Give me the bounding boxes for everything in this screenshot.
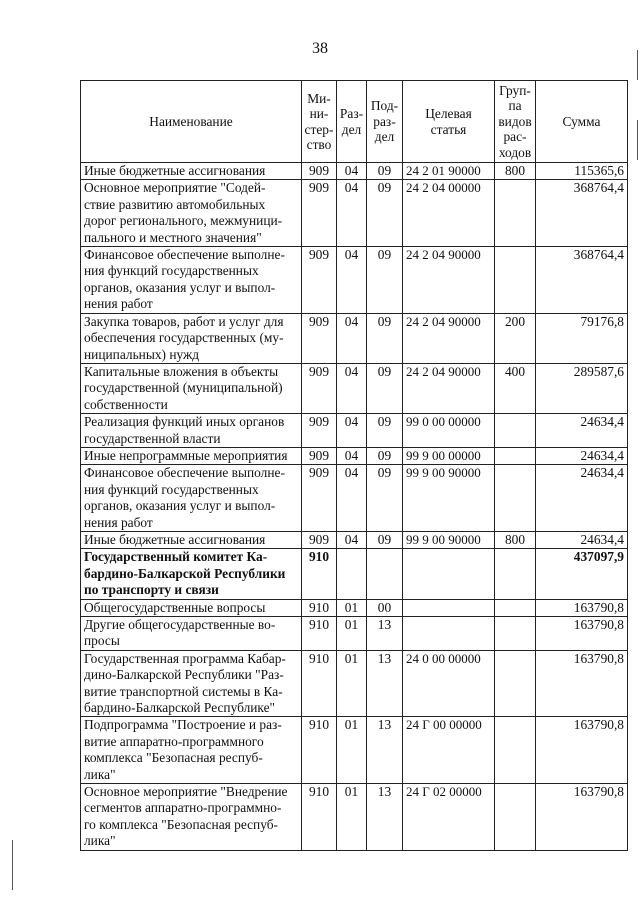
header-name: Наименование xyxy=(81,81,302,163)
row-subsection: 13 xyxy=(367,784,403,851)
table-body xyxy=(81,163,628,851)
row-ministry: 910 xyxy=(302,784,337,851)
row-name: Капитальные вложения в объекты государственной (муниципальной) собственности xyxy=(81,363,302,413)
row-target-article: 24 2 04 90000 xyxy=(403,313,495,363)
row-section: 04 xyxy=(337,363,367,413)
row-section: 04 xyxy=(337,531,367,548)
row-name: Государственный комитет Ка- бардино-Балкарской Республики по транспорту и связи xyxy=(81,549,302,599)
row-section: 04 xyxy=(337,180,367,247)
table-row xyxy=(81,531,628,548)
budget-table xyxy=(80,80,628,851)
row-ministry: 910 xyxy=(302,717,337,784)
row-section: 01 xyxy=(337,650,367,717)
table-row xyxy=(81,163,628,180)
table-header-row xyxy=(81,81,628,163)
header-target-article: Целевая статья xyxy=(403,81,495,163)
row-section: 04 xyxy=(337,163,367,180)
row-subsection: 09 xyxy=(367,531,403,548)
row-ministry: 909 xyxy=(302,247,337,314)
row-name: Основное мероприятие "Внедрение сегментов аппаратно-программно- го комплекса "Безопасная респуб- лика" xyxy=(81,784,302,851)
table-row xyxy=(81,465,628,532)
row-target-article: 24 Г 02 00000 xyxy=(403,784,495,851)
row-name: Общегосударственные вопросы xyxy=(81,599,302,616)
row-name: Финансовое обеспечение выполне- ния функций государственных органов, оказания услуг и выпол- нения работ xyxy=(81,247,302,314)
row-target-article xyxy=(403,599,495,616)
row-expense-group xyxy=(495,180,536,247)
row-expense-group: 800 xyxy=(495,531,536,548)
row-sum: 163790,8 xyxy=(536,617,628,651)
row-target-article: 24 2 04 00000 xyxy=(403,180,495,247)
row-ministry: 909 xyxy=(302,531,337,548)
row-subsection: 09 xyxy=(367,247,403,314)
row-name: Иные непрограммные мероприятия xyxy=(81,447,302,464)
row-subsection: 13 xyxy=(367,617,403,651)
row-section: 01 xyxy=(337,784,367,851)
row-section: 01 xyxy=(337,717,367,784)
row-subsection: 09 xyxy=(367,414,403,448)
scan-edge-mark xyxy=(637,120,638,160)
row-ministry: 909 xyxy=(302,163,337,180)
row-target-article: 99 9 00 90000 xyxy=(403,465,495,532)
row-target-article xyxy=(403,617,495,651)
row-subsection: 09 xyxy=(367,447,403,464)
row-ministry: 909 xyxy=(302,447,337,464)
header-section: Раз- дел xyxy=(337,81,367,163)
scan-edge-mark xyxy=(12,840,13,890)
row-section: 04 xyxy=(337,247,367,314)
row-subsection: 09 xyxy=(367,363,403,413)
row-name: Подпрограмма "Построение и раз- витие аппаратно-программного комплекса "Безопасная респуб- лика" xyxy=(81,717,302,784)
table-row xyxy=(81,784,628,851)
row-name: Иные бюджетные ассигнования xyxy=(81,163,302,180)
header-ministry: Ми- ни- стер- ство xyxy=(302,81,337,163)
row-name: Реализация функций иных органов государственной власти xyxy=(81,414,302,448)
row-ministry: 910 xyxy=(302,617,337,651)
row-subsection: 09 xyxy=(367,313,403,363)
row-sum: 24634,4 xyxy=(536,414,628,448)
row-sum: 24634,4 xyxy=(536,531,628,548)
row-expense-group xyxy=(495,784,536,851)
row-target-article: 99 0 00 00000 xyxy=(403,414,495,448)
row-name: Закупка товаров, работ и услуг для обеспечения государственных (му- ниципальных) нужд xyxy=(81,313,302,363)
row-expense-group xyxy=(495,447,536,464)
row-sum: 79176,8 xyxy=(536,313,628,363)
row-section: 04 xyxy=(337,414,367,448)
header-subsection: Под- раз- дел xyxy=(367,81,403,163)
row-sum: 24634,4 xyxy=(536,465,628,532)
header-sum: Сумма xyxy=(536,81,628,163)
table-row xyxy=(81,617,628,651)
row-sum: 163790,8 xyxy=(536,650,628,717)
row-expense-group xyxy=(495,247,536,314)
row-ministry: 910 xyxy=(302,549,337,599)
row-subsection: 09 xyxy=(367,163,403,180)
row-section: 01 xyxy=(337,599,367,616)
row-ministry: 909 xyxy=(302,363,337,413)
row-expense-group xyxy=(495,617,536,651)
row-section: 01 xyxy=(337,617,367,651)
row-section xyxy=(337,549,367,599)
row-ministry: 909 xyxy=(302,313,337,363)
row-sum: 24634,4 xyxy=(536,447,628,464)
row-expense-group xyxy=(495,717,536,784)
table-row xyxy=(81,180,628,247)
row-sum: 368764,4 xyxy=(536,247,628,314)
row-target-article: 99 9 00 90000 xyxy=(403,531,495,548)
row-ministry: 909 xyxy=(302,465,337,532)
row-sum: 437097,9 xyxy=(536,549,628,599)
table-row xyxy=(81,549,628,599)
row-name: Финансовое обеспечение выполне- ния функций государственных органов, оказания услуг и выпол- нения работ xyxy=(81,465,302,532)
row-expense-group xyxy=(495,414,536,448)
row-target-article: 24 0 00 00000 xyxy=(403,650,495,717)
row-expense-group xyxy=(495,465,536,532)
page-number: 38 xyxy=(312,40,328,57)
row-target-article: 24 2 01 90000 xyxy=(403,163,495,180)
row-target-article xyxy=(403,549,495,599)
row-subsection: 09 xyxy=(367,465,403,532)
row-subsection: 09 xyxy=(367,180,403,247)
row-subsection: 13 xyxy=(367,650,403,717)
row-sum: 163790,8 xyxy=(536,717,628,784)
row-subsection: 00 xyxy=(367,599,403,616)
row-ministry: 910 xyxy=(302,599,337,616)
row-subsection xyxy=(367,549,403,599)
row-expense-group: 800 xyxy=(495,163,536,180)
row-name: Основное мероприятие "Содей- ствие развитию автомобильных дорог регионального, межмуници- пального и местного значения" xyxy=(81,180,302,247)
table-row xyxy=(81,650,628,717)
row-sum: 163790,8 xyxy=(536,599,628,616)
row-target-article: 99 9 00 00000 xyxy=(403,447,495,464)
scan-edge-mark xyxy=(637,50,638,80)
row-name: Государственная программа Кабар- дино-Балкарской Республики "Раз- витие транспортной системы в Ка- бардино-Балкарской Республике" xyxy=(81,650,302,717)
table-row xyxy=(81,363,628,413)
row-sum: 368764,4 xyxy=(536,180,628,247)
row-section: 04 xyxy=(337,313,367,363)
row-target-article: 24 2 04 90000 xyxy=(403,363,495,413)
row-expense-group: 400 xyxy=(495,363,536,413)
row-target-article: 24 Г 00 00000 xyxy=(403,717,495,784)
row-sum: 289587,6 xyxy=(536,363,628,413)
table-row xyxy=(81,247,628,314)
row-target-article: 24 2 04 90000 xyxy=(403,247,495,314)
table-row xyxy=(81,447,628,464)
row-name: Иные бюджетные ассигнования xyxy=(81,531,302,548)
row-ministry: 910 xyxy=(302,650,337,717)
table-row xyxy=(81,717,628,784)
row-expense-group xyxy=(495,650,536,717)
table-row xyxy=(81,414,628,448)
table-row xyxy=(81,313,628,363)
row-sum: 163790,8 xyxy=(536,784,628,851)
row-name: Другие общегосударственные во- просы xyxy=(81,617,302,651)
row-expense-group: 200 xyxy=(495,313,536,363)
table-row xyxy=(81,599,628,616)
row-ministry: 909 xyxy=(302,180,337,247)
row-section: 04 xyxy=(337,447,367,464)
row-subsection: 13 xyxy=(367,717,403,784)
row-ministry: 909 xyxy=(302,414,337,448)
row-expense-group xyxy=(495,549,536,599)
header-expense-group: Груп- па видов рас- ходов xyxy=(495,81,536,163)
row-expense-group xyxy=(495,599,536,616)
row-sum: 115365,6 xyxy=(536,163,628,180)
row-section: 04 xyxy=(337,465,367,532)
